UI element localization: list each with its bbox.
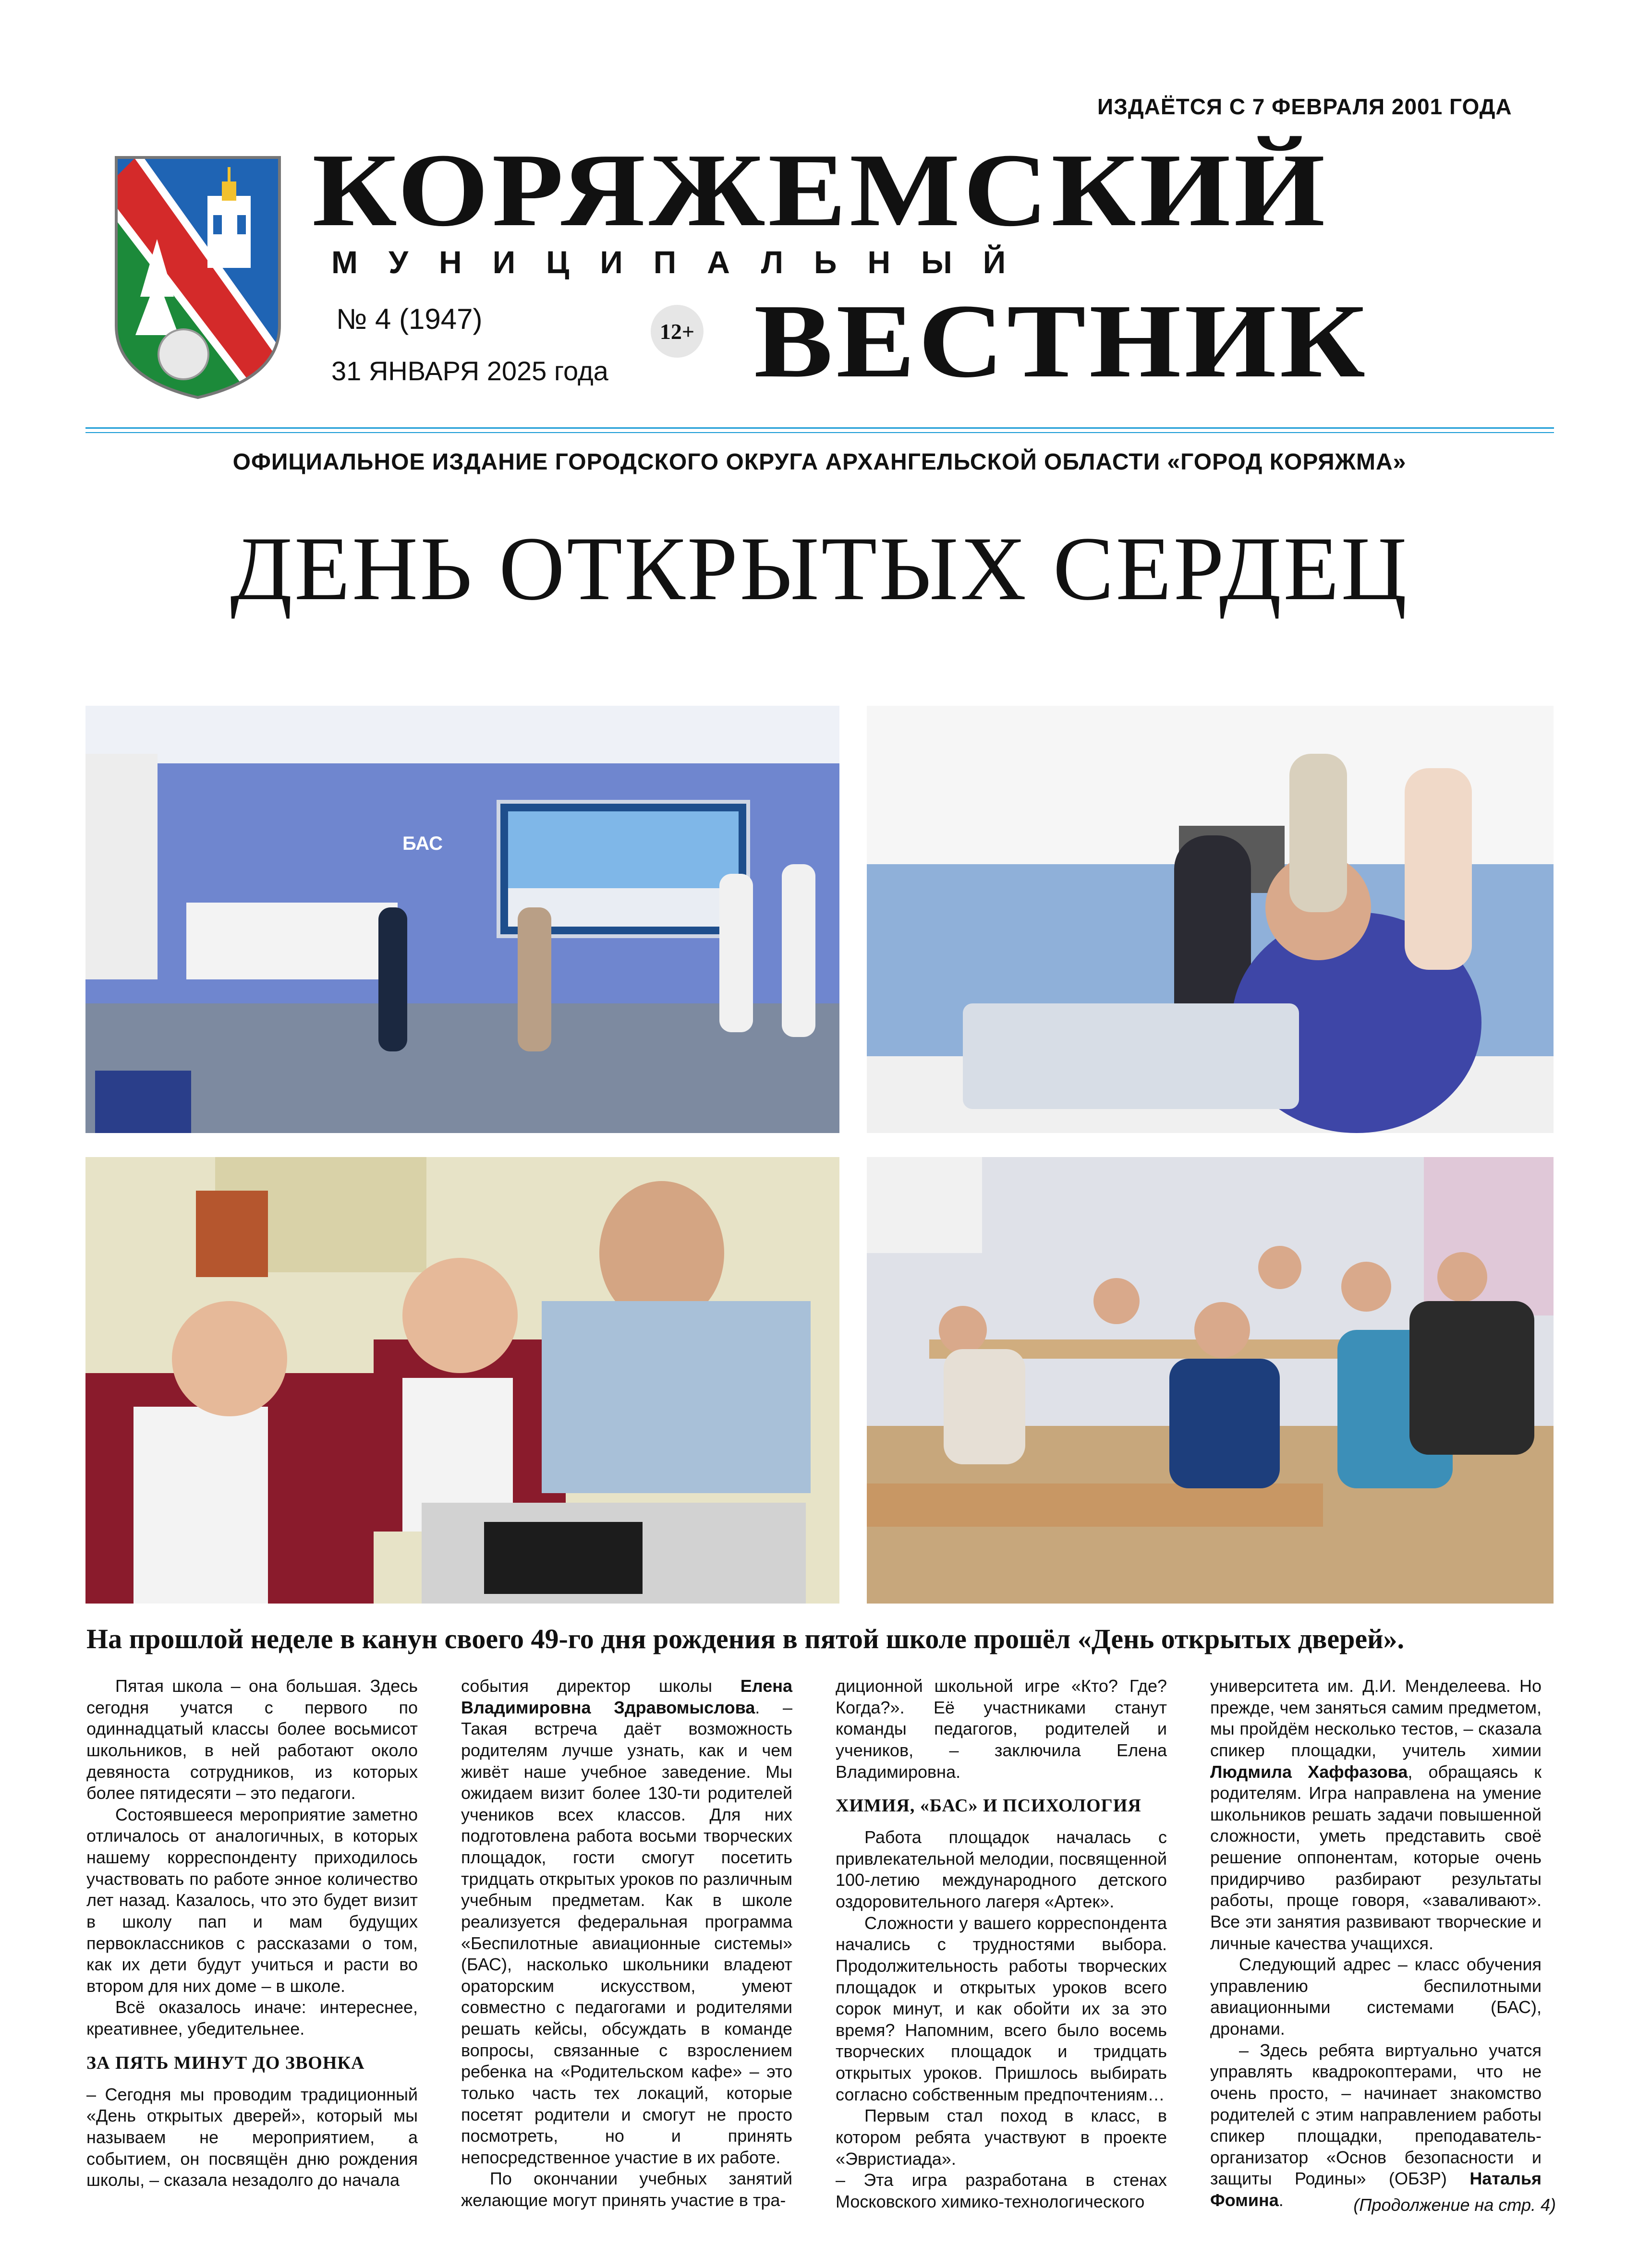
masthead-since: ИЗДАЁТСЯ С 7 ФЕВРАЛЯ 2001 ГОДА xyxy=(1097,94,1512,119)
paragraph: Первым стал поход в класс, в котором ребята участвуют в проекте «Эвристиада». xyxy=(836,2106,1167,2169)
masthead-title-top: КОРЯЖЕМСКИЙ xyxy=(312,133,1329,248)
age-rating-badge: 12+ xyxy=(651,305,704,358)
masthead-rule xyxy=(85,427,1554,429)
article-column-1 xyxy=(86,1676,418,2191)
paragraph: Следующий адрес – класс обучения управлению беспилотными авиационными системами (БАС), дронами. xyxy=(1210,1954,1542,2039)
photo-electronics-lesson xyxy=(85,1157,839,1604)
paragraph: Работа площадок началась с привлекательной мелодии, посвященной 100-летию международного детского оздоровительного лагеря «Артек». xyxy=(836,1827,1167,1911)
paragraph: По окончании учебных занятий желающие могут принять участие в тра- xyxy=(461,2169,792,2210)
masthead-title-middle: МУНИЦИПАЛЬНЫЙ xyxy=(331,244,1037,280)
coat-of-arms-logo xyxy=(111,153,284,402)
paragraph: Пятая школа – она большая. Здесь сегодня учатся с первого по одиннадцатый классы более восьмисот школьников, в ней работают около девяноста сотрудников, из которых более пятидесяти – это педагоги. xyxy=(86,1676,418,1803)
article-column-2 xyxy=(461,1676,792,2211)
issue-date: 31 ЯНВАРЯ 2025 года xyxy=(331,356,608,386)
paragraph xyxy=(1210,2040,1542,2211)
subheading-chemistry: ХИМИЯ, «БАС» И ПСИХОЛОГИЯ xyxy=(836,1796,1141,1816)
subheading-five-minutes: ЗА ПЯТЬ МИНУТ ДО ЗВОНКА xyxy=(86,2052,365,2073)
masthead-title-bottom: ВЕСТНИК xyxy=(754,282,1369,399)
person-name-obzr-teacher: Наталья Фомина xyxy=(1210,2169,1542,2210)
paragraph: Состоявшееся мероприятие заметно отличалось от аналогичных, в которых нашему корреспонденту приходилось участвовать по работе энное количество лет назад. Казалось, что это будет визит в школу пап и мам будущих первоклассников с рассказами о том, как их дети будут учиться и расти во втором для них доме – в школе. xyxy=(86,1804,418,1996)
article-lead: На прошлой неделе в канун своего 49-го дня рождения в пятой школе прошёл «День открытых дверей». xyxy=(86,1623,1405,1654)
paragraph: Всё оказалось иначе: интереснее, креативнее, убедительнее. xyxy=(86,1997,418,2039)
official-publication-line: ОФИЦИАЛЬНОЕ ИЗДАНИЕ ГОРОДСКОГО ОКРУГА АРХАНГЕЛЬСКОЙ ОБЛАСТИ «ГОРОД КОРЯЖМА» xyxy=(232,449,1407,475)
text-run: . – Такая встреча даёт возможность родителям лучше узнать, как и чем живёт наше учебное заведение. Мы ожидаем визит более 130-ти родителей учеников всех классов. Для них подготовлена работа восьми творческих площадок, гости смогут посетить тридцать открытых уроков по различным учебным предметам. Как в школе реализуется федеральная программа «Беспилотные авиационные системы» (БАС), насколько школьники владеют ораторским искусством, умеют совместно с педагогами и родителями решать кейсы, обсуждать в команде вопросы, связанные с взрослением ребенка на «Родительском кафе» – это только часть тех локаций, которые посетят родители и смогут не просто посмотреть, но и принять непосредственное участие в их работе. xyxy=(461,1697,792,2167)
paragraph: – Сегодня мы проводим традиционный «День открытых дверей», который мы называем не мероприятием, а событием, он посвящён дню рождения школы, – сказала незадолго до начала xyxy=(86,2084,418,2190)
article-column-3 xyxy=(836,1676,1167,2212)
issue-number: № 4 (1947) xyxy=(336,303,483,335)
screen-logo-label: БАС xyxy=(402,833,443,854)
paragraph: – Эта игра разработана в стенах Московского химико-технологического xyxy=(836,2170,1167,2211)
paragraph: Сложности у вашего корреспондента начались с трудностями выбора. Продолжительность работы творческих площадок и открытых уроков всего сорок минут, и как обойти их за это время? Напомним, всего было восемь творческих площадок и тридцать открытых уроков. Пришлось выбирать согласно собственным предпочтениям… xyxy=(836,1913,1167,2104)
person-name-chemistry-teacher: Людмила Хаффазова xyxy=(1210,1761,1408,1782)
person-name-director: Елена Владимировна Здравомыслова xyxy=(461,1676,792,1717)
continued-on-page-link[interactable]: (Продолжение на стр. 4) xyxy=(1353,2195,1556,2215)
paragraph xyxy=(1210,1676,1542,1954)
text-run: , обращаясь к родителям. Игра направлена на умение школьников решать задачи повышенной сложности, уметь представить своё решение оппонентам, которые очень придирчиво разбирают результаты работы, проще говоря, «заваливают». Все эти занятия развивают творческие и личные качества учащихся. xyxy=(1210,1761,1542,1953)
paragraph: диционной школьной игре «Кто? Где? Когда?». Её участниками станут команды педагогов, родителей и учеников, – заключила Елена Владимировна. xyxy=(836,1676,1167,1782)
text-run: университета им. Д.И. Менделеева. Но прежде, чем заняться самим предметом, мы пройдём несколько тестов, – сказала спикер площадки, учитель химии xyxy=(1210,1676,1542,1760)
paragraph xyxy=(461,1676,792,2168)
article-headline: ДЕНЬ ОТКРЫТЫХ СЕРДЕЦ xyxy=(230,519,1409,619)
photo-drone-classroom xyxy=(85,706,839,1133)
text-run: события директор школы xyxy=(461,1676,741,1696)
text-run: . xyxy=(1278,2190,1284,2210)
text-run: – Здесь ребята виртуально учатся управлять квадрокоптерами, что не очень просто, – начинает знакомство родителей с этим направлением работы спикер площадки, преподаватель-организатор «Основ безопасности и защиты Родины» (ОБЗР) xyxy=(1210,2040,1542,2189)
masthead-rule-secondary xyxy=(85,432,1554,433)
photo-parents-classroom xyxy=(867,1157,1554,1604)
article-column-4 xyxy=(1210,1676,1542,2211)
photo-soldering-workshop xyxy=(867,706,1554,1133)
